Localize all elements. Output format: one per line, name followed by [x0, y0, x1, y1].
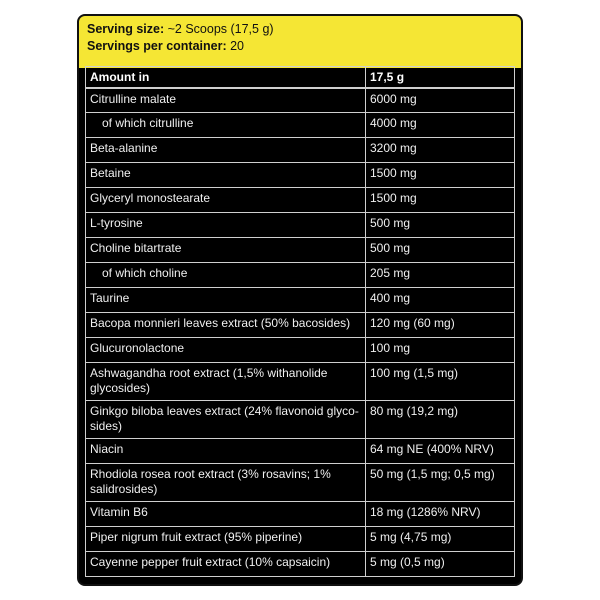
ingredient-name-cell: Beta-alanine	[86, 138, 366, 162]
ingredient-amount-cell: 1500 mg	[370, 166, 417, 180]
table-row	[85, 527, 515, 552]
ingredient-amount-cell: 400 mg	[370, 291, 411, 305]
nutrition-label	[77, 14, 523, 586]
table-row	[85, 213, 515, 238]
ingredient-name-cell: Rhodiola rosea root extract (3% rosavins; 1% salidrosides)	[86, 464, 366, 501]
header-amount-cell: 17,5 g	[370, 70, 405, 84]
ingredient-name-cell: Bacopa monnieri leaves extract (50% bacosides)	[86, 313, 366, 337]
table-row	[85, 439, 515, 464]
ingredient-name-cell: Taurine	[86, 288, 366, 312]
table-row	[85, 288, 515, 313]
ingredient-name-cell: Vitamin B6	[86, 502, 366, 526]
table-row	[85, 552, 515, 577]
serving-size-label: Serving size:	[87, 22, 165, 36]
serving-size-line	[87, 21, 513, 38]
ingredient-amount-cell: 64 mg NE (400% NRV)	[370, 442, 494, 456]
ingredient-name-cell: of which citrulline	[86, 113, 366, 137]
ingredient-amount-cell: 50 mg (1,5 mg; 0,5 mg)	[370, 467, 495, 481]
table-header-row	[85, 66, 515, 88]
header-name-cell: Amount in	[86, 67, 366, 87]
ingredient-amount-cell: 120 mg (60 mg)	[370, 316, 455, 330]
ingredient-amount-cell: 500 mg	[370, 241, 411, 255]
serving-header	[79, 16, 521, 68]
ingredient-name-cell: Citrulline malate	[86, 89, 366, 112]
table-row	[85, 464, 515, 502]
ingredient-amount-cell: 100 mg	[370, 341, 411, 355]
table-row	[85, 338, 515, 363]
table-row	[85, 401, 515, 439]
ingredient-amount-cell: 1500 mg	[370, 191, 417, 205]
table-row	[85, 113, 515, 138]
ingredient-amount-cell: 18 mg (1286% NRV)	[370, 505, 481, 519]
table-row	[85, 363, 515, 401]
ingredient-amount-cell: 4000 mg	[370, 116, 417, 130]
ingredient-name-cell: Ashwagandha root extract (1,5% withanolide glycosides)	[86, 363, 366, 400]
ingredient-name-cell: Niacin	[86, 439, 366, 463]
ingredient-amount-cell: 205 mg	[370, 266, 411, 280]
table-row	[85, 313, 515, 338]
table-row	[85, 238, 515, 263]
ingredient-name-cell: L-tyrosine	[86, 213, 366, 237]
ingredient-name-cell: Choline bitartrate	[86, 238, 366, 262]
ingredients-table	[85, 66, 515, 577]
ingredient-amount-cell: 5 mg (4,75 mg)	[370, 530, 452, 544]
ingredient-amount-cell: 100 mg (1,5 mg)	[370, 366, 459, 380]
ingredient-name-cell: Ginkgo biloba leaves extract (24% flavonoid glyco-sides)	[86, 401, 366, 438]
table-body	[85, 88, 515, 577]
ingredient-amount-cell: 6000 mg	[370, 92, 417, 106]
table-row	[85, 163, 515, 188]
ingredient-name-cell: Piper nigrum fruit extract (95% piperine)	[86, 527, 366, 551]
servings-per-container-label: Servings per container:	[87, 39, 227, 53]
ingredient-name-cell: Betaine	[86, 163, 366, 187]
ingredient-amount-cell: 80 mg (19,2 mg)	[370, 404, 459, 418]
servings-per-container-value: 20	[226, 39, 245, 53]
serving-size-value: ~2 Scoops (17,5 g)	[164, 22, 274, 36]
ingredient-name-cell: Glucuronolactone	[86, 338, 366, 362]
ingredient-amount-cell: 3200 mg	[370, 141, 417, 155]
table-row	[85, 188, 515, 213]
ingredient-name-cell: Cayenne pepper fruit extract (10% capsaicin)	[86, 552, 366, 576]
table-row	[85, 138, 515, 163]
ingredient-amount-cell: 500 mg	[370, 216, 411, 230]
table-row	[85, 88, 515, 113]
ingredient-name-cell: of which choline	[86, 263, 366, 287]
ingredient-amount-cell: 5 mg (0,5 mg)	[370, 555, 445, 569]
table-row	[85, 263, 515, 288]
table-row	[85, 502, 515, 527]
servings-per-container-line	[87, 38, 513, 55]
ingredient-name-cell: Glyceryl monostearate	[86, 188, 366, 212]
